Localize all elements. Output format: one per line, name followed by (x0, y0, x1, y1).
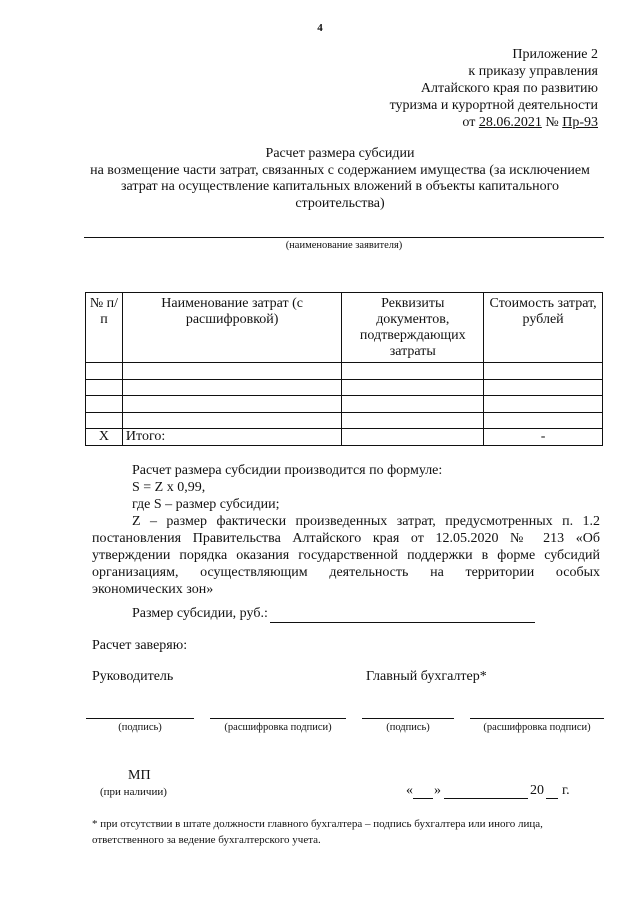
z-definition: Z – размер фактически произведенных затрат, предусмотренных п. 1.2 постановления Правительства Алтайского края от 12.05.2020 № 213 «Об утверждении порядка оказания государственной поддержки в форме субсидий организациям, осуществляющим деятельность на территории особых экономических зон» (92, 514, 600, 597)
table-cell[interactable] (342, 379, 484, 396)
table-cell[interactable] (86, 412, 123, 429)
table-cell[interactable] (86, 379, 123, 396)
table-cell[interactable] (86, 363, 123, 380)
formula-where: где S – размер субсидии; (132, 497, 280, 512)
date-prefix: от (462, 115, 479, 130)
stamp-if-any: (при наличии) (100, 786, 167, 798)
appendix-line-1: Приложение 2 (512, 47, 598, 62)
header-cost-value: Стоимость затрат, рублей (484, 293, 603, 363)
table-total-row (86, 429, 603, 446)
appendix-block (390, 46, 598, 131)
subsidy-amount-line[interactable] (270, 622, 535, 623)
head-decoding-line[interactable] (210, 718, 346, 719)
header-cost-name: Наименование затрат (с расшифровкой) (122, 293, 341, 363)
table-cell[interactable] (484, 363, 603, 380)
accountant-decoding-caption: (расшифровка подписи) (483, 722, 591, 733)
date-day-line[interactable] (413, 798, 433, 799)
accountant-signature-caption: (подпись) (386, 722, 430, 733)
accountant-signature-line[interactable] (362, 718, 454, 719)
accountant-decoding-line[interactable] (470, 718, 604, 719)
document-title (80, 146, 600, 212)
head-signature-caption: (подпись) (118, 722, 162, 733)
total-label: Итого: (122, 429, 341, 446)
subsidy-label: Размер субсидии, руб.: (132, 606, 268, 621)
total-marker: X (86, 429, 123, 446)
date-quote-open: « (406, 783, 413, 798)
table-row (86, 363, 603, 380)
total-documents (342, 429, 484, 446)
table-cell[interactable] (484, 412, 603, 429)
head-label: Руководитель (92, 669, 174, 684)
appendix-line-2: к приказу управления (468, 64, 598, 79)
table-row (86, 412, 603, 429)
header-documents: Реквизиты документов, подтверждающих затраты (342, 293, 484, 363)
title-line-4: строительства) (295, 195, 385, 211)
table-header-row (86, 293, 603, 363)
title-line-1: Расчет размера субсидии (265, 146, 415, 161)
head-signature-line[interactable] (86, 718, 194, 719)
table-row (86, 396, 603, 413)
title-line-3: затрат на осуществление капитальных вложений в объекты капитального (121, 179, 559, 194)
stamp-mp: МП (128, 768, 151, 783)
applicant-caption: (наименование заявителя) (285, 240, 403, 251)
table-cell[interactable] (86, 396, 123, 413)
table-cell[interactable] (484, 396, 603, 413)
date-quote-close: » (434, 783, 441, 798)
table-cell[interactable] (342, 412, 484, 429)
table-cell[interactable] (122, 379, 341, 396)
certify-label: Расчет заверяю: (92, 638, 188, 653)
formula-block (132, 462, 442, 513)
appendix-line-4: туризма и курортной деятельности (389, 98, 598, 113)
chief-accountant-label: Главный бухгалтер* (366, 669, 487, 684)
date-month-line[interactable] (444, 798, 528, 799)
costs-table (85, 292, 603, 446)
table-cell[interactable] (342, 396, 484, 413)
order-number: Пр-93 (562, 115, 598, 130)
number-prefix: № (541, 115, 563, 130)
footnote: * при отсутствии в штате должности главного бухгалтера – подпись бухгалтера или иного лица, ответственного за ведение бухгалтерского учета. (92, 818, 543, 846)
date-year-suffix: г. (562, 783, 570, 798)
table-cell[interactable] (342, 363, 484, 380)
table-cell[interactable] (484, 379, 603, 396)
appendix-date-line (390, 114, 598, 131)
table-row (86, 379, 603, 396)
formula-intro: Расчет размера субсидии производится по формуле: (132, 463, 443, 478)
table-cell[interactable] (122, 412, 341, 429)
table-cell[interactable] (122, 363, 341, 380)
date-year-prefix: 20 (530, 783, 544, 798)
header-number: № п/п (86, 293, 123, 363)
head-decoding-caption: (расшифровка подписи) (224, 722, 332, 733)
date-year-line[interactable] (546, 798, 558, 799)
table-cell[interactable] (122, 396, 341, 413)
page-number: 4 (317, 22, 323, 34)
total-value: - (484, 429, 603, 446)
applicant-name-line[interactable] (84, 237, 604, 238)
appendix-line-3: Алтайского края по развитию (420, 81, 598, 96)
title-line-2: на возмещение части затрат, связанных с содержанием имущества (за исключением (90, 162, 590, 178)
order-date: 28.06.2021 (478, 115, 542, 130)
formula-expression: S = Z x 0,99, (132, 480, 206, 495)
